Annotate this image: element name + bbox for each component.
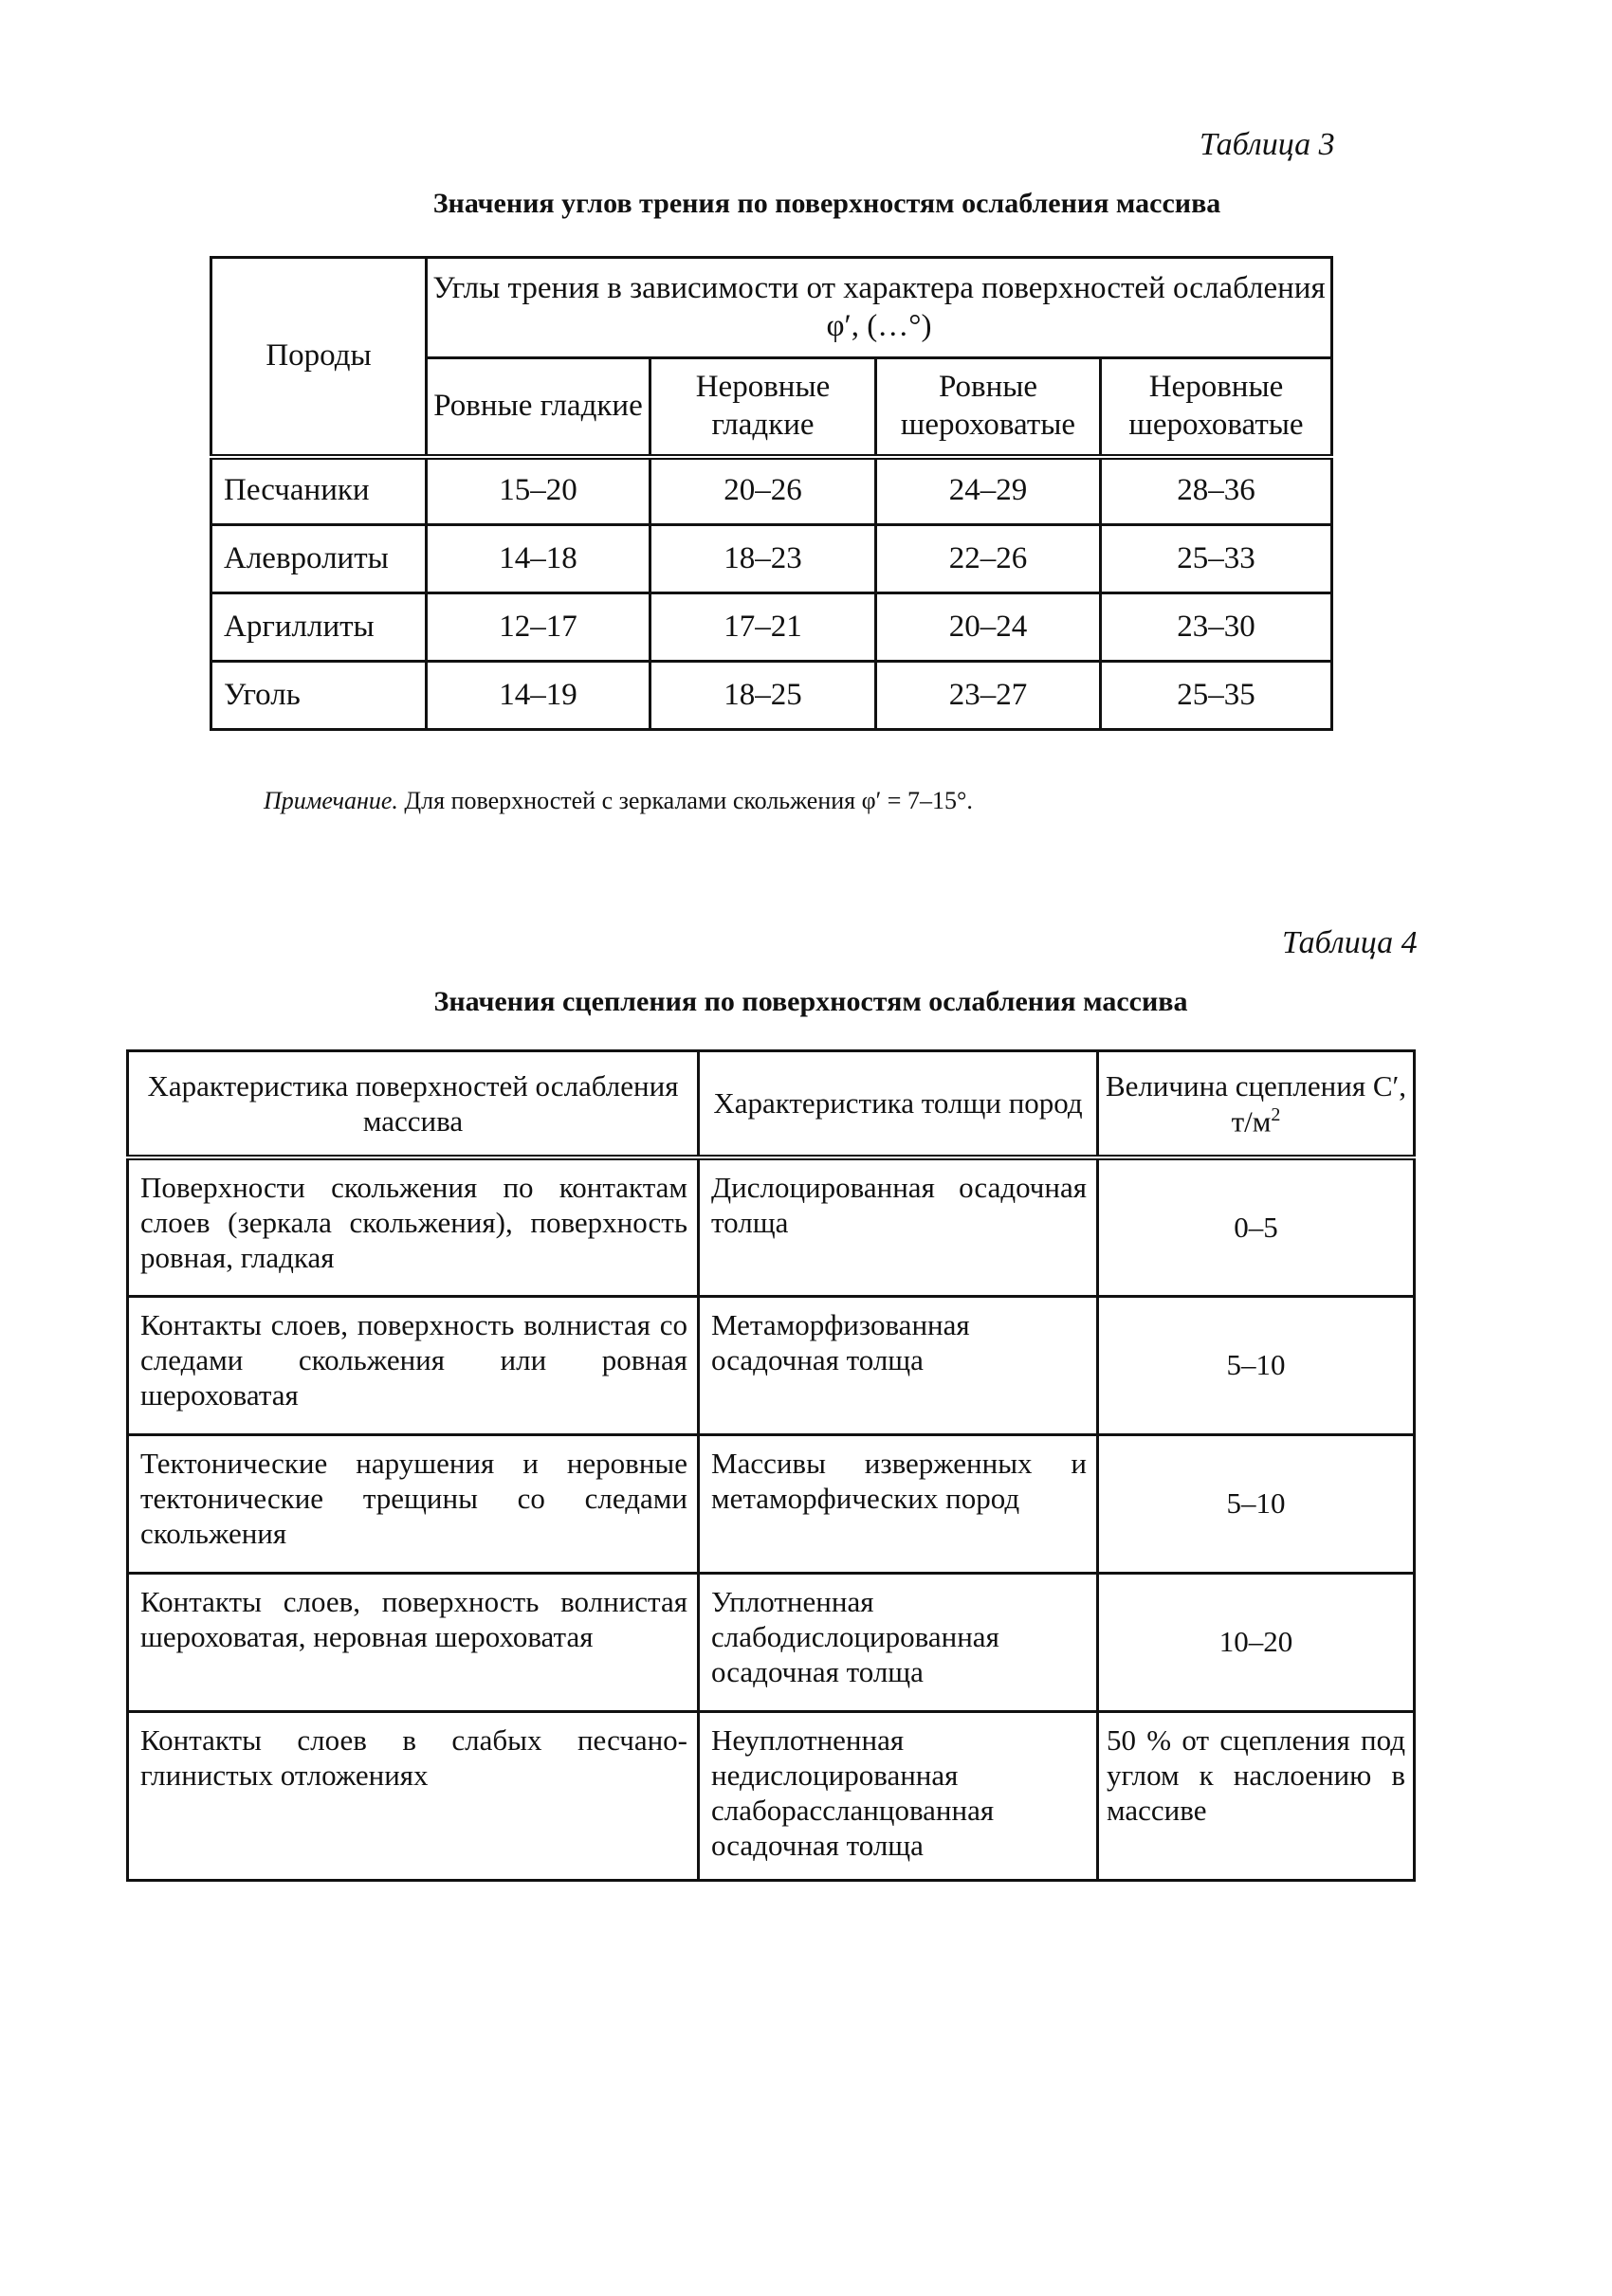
cell-value: 23–30 (1101, 593, 1332, 662)
cohesion-table (126, 1049, 1416, 1882)
cell-value: 25–35 (1101, 662, 1332, 730)
table-row (211, 525, 1332, 593)
cell-strata: Массивы изверженных и метаморфических пород (699, 1434, 1098, 1573)
header-smooth-even: Ровные гладкие (427, 358, 650, 457)
table-row (128, 1711, 1415, 1880)
cell-cohesion: 50 % от сцепления под углом к наслоению в массиве (1098, 1711, 1415, 1880)
header-rough-even: Ровные шероховатые (876, 358, 1101, 457)
cell-surface: Контакты слоев в слабых песчано-глинистых отложениях (128, 1711, 699, 1880)
header-friction-group: Углы трения в зависимости от характера поверхностей ослабления φ′, (…°) (427, 258, 1332, 358)
cell-value: 14–19 (427, 662, 650, 730)
cell-strata: Неуплотненная недислоцированная слаборассланцованная осадочная толща (699, 1711, 1098, 1880)
cell-value: 23–27 (876, 662, 1101, 730)
cell-value: 15–20 (427, 457, 650, 525)
header-cohesion-text: Величина сцепления C′, т/м (1105, 1068, 1407, 1139)
table-row (128, 1434, 1415, 1573)
cell-strata: Дислоцированная осадочная толща (699, 1157, 1098, 1296)
table3-label: Таблица 3 (1200, 127, 1335, 162)
cell-surface: Тектонические нарушения и неровные тектонические трещины со следами скольжения (128, 1434, 699, 1573)
cell-strata: Уплотненная слабодислоцированная осадочная толща (699, 1573, 1098, 1711)
cell-value: 25–33 (1101, 525, 1332, 593)
cell-cohesion: 5–10 (1098, 1296, 1415, 1434)
row-name: Уголь (211, 662, 427, 730)
note-text: Для поверхностей с зеркалами скольжения φ′ = 7–15°. (404, 787, 973, 814)
header-cohesion-sup: 2 (1271, 1103, 1281, 1125)
row-name: Алевролиты (211, 525, 427, 593)
table3-note (264, 787, 973, 815)
cell-value: 17–21 (650, 593, 876, 662)
cell-value: 12–17 (427, 593, 650, 662)
row-name: Песчаники (211, 457, 427, 525)
cell-value: 14–18 (427, 525, 650, 593)
cell-value: 20–26 (650, 457, 876, 525)
cell-surface: Поверхности скольжения по контактам слоев (зеркала скольжения), поверхность ровная, гладкая (128, 1157, 699, 1296)
table3-caption: Значения углов трения по поверхностям ослабления массива (432, 188, 1221, 219)
cell-strata: Метаморфизованная осадочная толща (699, 1296, 1098, 1434)
cell-value: 22–26 (876, 525, 1101, 593)
cell-surface: Контакты слоев, поверхность волнистая со следами скольжения или ровная шероховатая (128, 1296, 699, 1434)
cell-value: 18–23 (650, 525, 876, 593)
header-cohesion (1098, 1051, 1415, 1158)
cell-value: 20–24 (876, 593, 1101, 662)
header-surface: Характеристика поверхностей ослабления массива (128, 1051, 699, 1158)
header-rough-uneven: Неровные шероховатые (1101, 358, 1332, 457)
table-row (128, 1157, 1415, 1296)
cell-value: 24–29 (876, 457, 1101, 525)
table-row (128, 1296, 1415, 1434)
header-rock: Породы (211, 258, 427, 457)
table-row (128, 1573, 1415, 1711)
row-name: Аргиллиты (211, 593, 427, 662)
cell-cohesion: 5–10 (1098, 1434, 1415, 1573)
table4-caption: Значения сцепления по поверхностям ослабления массива (433, 986, 1188, 1017)
cell-cohesion: 0–5 (1098, 1157, 1415, 1296)
table-row (211, 457, 1332, 525)
cell-cohesion: 10–20 (1098, 1573, 1415, 1711)
cell-value: 18–25 (650, 662, 876, 730)
friction-angle-table (210, 256, 1333, 731)
note-lead: Примечание. (264, 787, 398, 814)
cell-value: 28–36 (1101, 457, 1332, 525)
cell-surface: Контакты слоев, поверхность волнистая шероховатая, неровная шероховатая (128, 1573, 699, 1711)
table-row (211, 662, 1332, 730)
header-strata: Характеристика толщи пород (699, 1051, 1098, 1158)
header-smooth-uneven: Неровные гладкие (650, 358, 876, 457)
table-row (211, 593, 1332, 662)
table4-label: Таблица 4 (1282, 925, 1418, 960)
